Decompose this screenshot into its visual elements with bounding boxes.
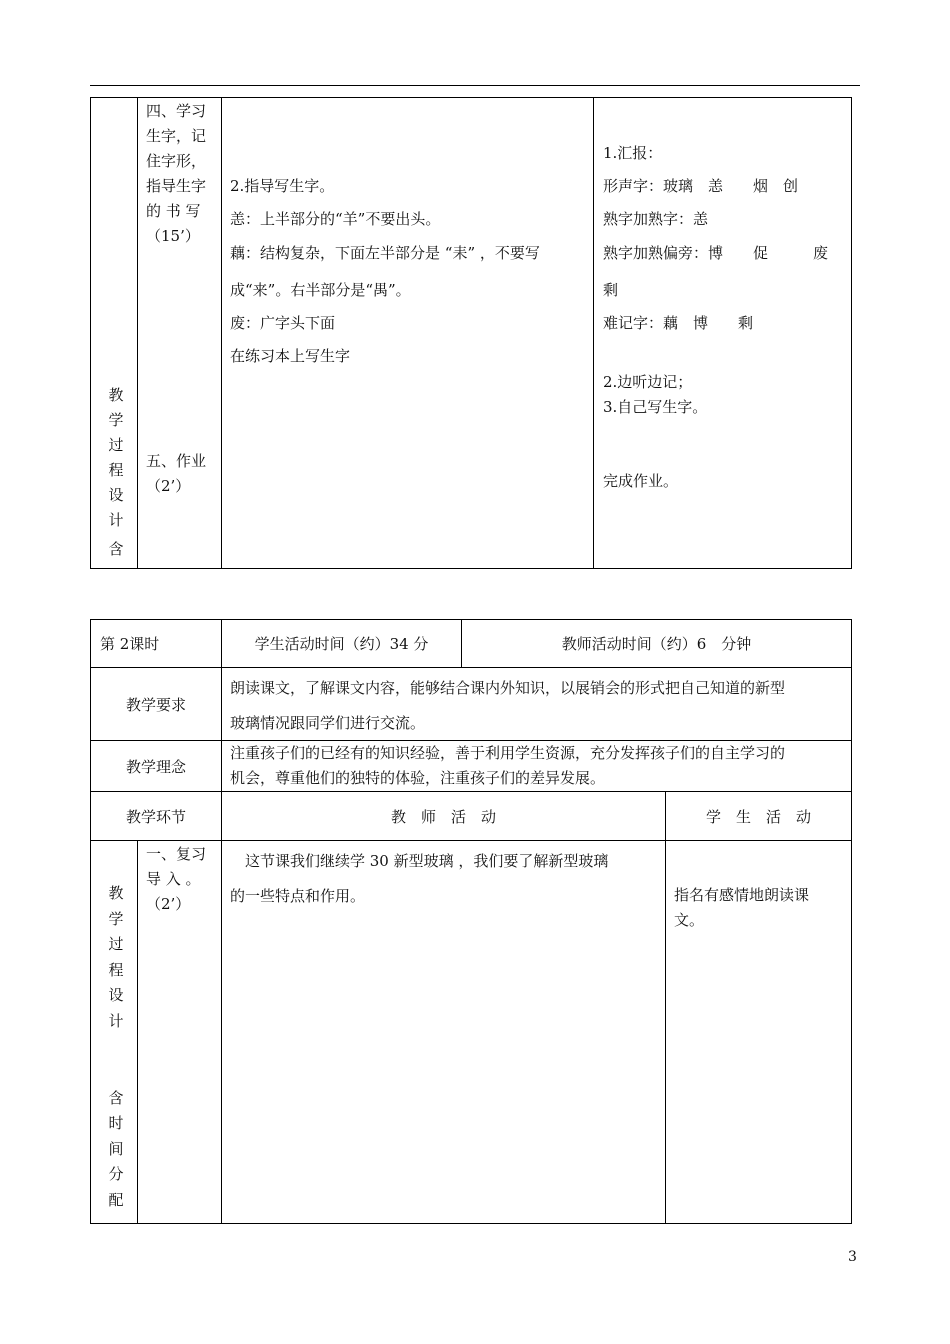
- bottom-side-label: 教 学 过 程 设 计 含 时 间 分 配: [108, 884, 124, 1209]
- step-4-label: 四、学习 生字，记 住字形， 指导生字 的 书 写 （15’）: [146, 102, 207, 245]
- teacher-activity-header: 教 师 活 动: [390, 807, 496, 826]
- requirement-text: 朗读课文，了解课文内容，能够结合课内外知识，以展销会的形式把自己知道的新型 玻璃情况跟同学们进行交流。: [230, 679, 786, 732]
- top-side-label: 教 学 过 程 设 计 含: [108, 386, 124, 558]
- teacher-time: 教师活动时间（约）6 分钟: [561, 635, 752, 653]
- step-5-label: 五、作业 （2’）: [146, 452, 207, 495]
- bottom-teacher-activity: 这节课我们继续学 30 新型玻璃 ，我们要了解新型玻璃 的一些特点和作用。: [230, 852, 609, 905]
- philosophy-text: 注重孩子们的已经有的知识经验，善于利用学生资源，充分发挥孩子们的自主学习的 机会，尊重他们的独特的体验，注重孩子们的差异发展。: [230, 744, 786, 787]
- bottom-student-activity: 指名有感情地朗读课 文。: [674, 886, 810, 929]
- student-activity-header: 学 生 活 动: [705, 807, 811, 826]
- step-1-label: 一、复习 导 入 。 （2’）: [146, 845, 207, 913]
- philosophy-label: 教学理念: [125, 757, 186, 776]
- lesson-number: 第 2课时: [100, 635, 160, 653]
- student-time: 学生活动时间（约）34 分: [254, 635, 429, 653]
- page-number: 3: [848, 1249, 857, 1265]
- requirement-label: 教学要求: [125, 695, 186, 714]
- step-header: 教学环节: [125, 807, 186, 826]
- header-rule: [90, 85, 860, 86]
